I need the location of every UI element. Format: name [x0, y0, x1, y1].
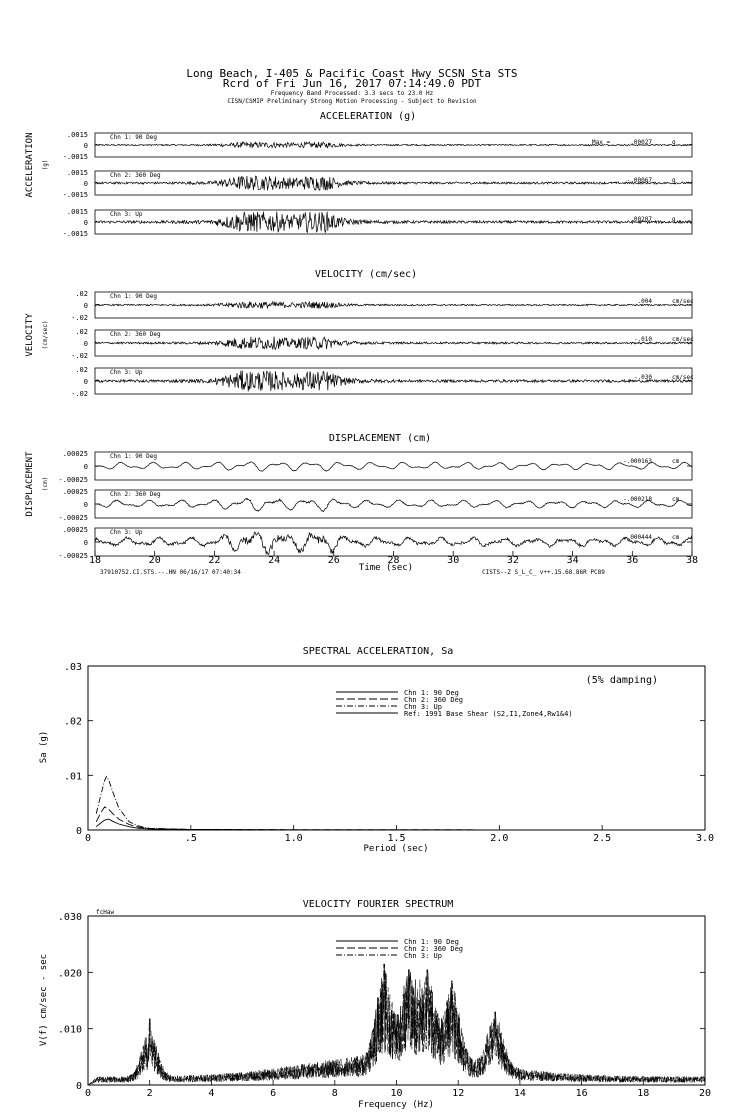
fourier-spectrum-chart [39, 899, 711, 1110]
x-tick-label: 2 [146, 1088, 153, 1099]
sa-series-line [96, 807, 705, 830]
y-tick-label: 0 [83, 539, 88, 547]
y-tick-label: 0 [83, 219, 88, 227]
acceleration-title: ACCELERATION (g) [319, 111, 417, 122]
acceleration-panel [25, 111, 692, 238]
acceleration-traces [63, 131, 692, 238]
fs-corner-label: fcHaw [96, 909, 115, 916]
y-tick-label: .00025 [62, 450, 88, 458]
x-tick-label: 26 [327, 555, 340, 566]
y-tick-label: 0 [83, 501, 88, 509]
x-tick-label: 22 [208, 555, 221, 566]
velocity-panel [25, 269, 694, 398]
x-tick-label: 14 [513, 1088, 526, 1099]
fs-series [88, 964, 705, 1085]
velocity-title: VELOCITY (cm/sec) [314, 269, 418, 280]
max-value: -.000163 [623, 458, 652, 465]
y-tick-label: -.02 [71, 352, 88, 360]
displacement-yunit: (cm) [42, 476, 49, 492]
y-tick-label: 0 [75, 1081, 82, 1092]
max-value: .00027 [630, 139, 652, 146]
y-tick-label: .0015 [66, 169, 88, 177]
y-tick-label: -.00025 [58, 476, 88, 484]
max-value: -.000218 [623, 496, 652, 503]
y-tick-label: .0015 [66, 208, 88, 216]
x-tick-label: 0 [84, 833, 92, 844]
y-tick-label: 0 [83, 180, 88, 188]
x-tick-label: 8 [331, 1088, 338, 1099]
y-tick-label: 0 [83, 142, 88, 150]
trace-line [95, 302, 692, 309]
y-tick-label: .02 [75, 366, 88, 374]
velocity-traces [71, 290, 694, 398]
sa-xlabel: Period (sec) [363, 844, 429, 854]
y-tick-label: .03 [63, 662, 82, 673]
trace-line [95, 498, 692, 511]
y-tick-label: .01 [63, 771, 82, 783]
y-tick-label: -.0015 [62, 230, 88, 238]
sa-ticks [64, 662, 714, 844]
x-tick-label: 18 [637, 1088, 650, 1099]
legend-label: Chn 2: 360 Deg [404, 696, 464, 704]
x-tick-label: 4 [208, 1088, 215, 1099]
sa-ylabel: Sa (g) [39, 730, 49, 764]
x-tick-label: 1.0 [284, 833, 303, 844]
sa-frame [88, 666, 705, 830]
channel-label: Chn 1: 90 Deg [110, 134, 157, 141]
y-tick-label: -.0015 [62, 153, 88, 161]
x-tick-label: 2.5 [593, 833, 612, 844]
y-tick-label: .0015 [66, 131, 88, 139]
fs-series-line [88, 964, 705, 1085]
x-tick-label: 34 [566, 555, 579, 566]
y-tick-label: -.02 [71, 314, 88, 322]
y-tick-label: .020 [57, 968, 82, 980]
sa-series [96, 776, 705, 830]
y-tick-label: 0 [83, 340, 88, 348]
y-tick-label: .030 [57, 912, 82, 923]
header-line3: Frequency Band Processed: 3.3 secs to 23.0 Hz [270, 90, 434, 97]
legend-label: Chn 1: 90 Deg [404, 689, 459, 697]
y-tick-label: 0 [75, 826, 82, 837]
legend-label: Chn 1: 90 Deg [404, 938, 459, 946]
sa-series-line [96, 776, 705, 830]
legend-label: Chn 3: Up [404, 952, 442, 960]
trace-line [95, 371, 692, 392]
max-unit: cm [672, 534, 680, 541]
header-line4: CISN/CSMIP Preliminary Strong Motion Processing - Subject to Revision [227, 98, 477, 105]
x-tick-label: 20 [148, 555, 161, 566]
x-tick-label: 36 [626, 555, 639, 566]
displacement-panel [25, 433, 698, 576]
x-tick-label: 20 [698, 1088, 712, 1099]
trace-line [95, 212, 692, 233]
channel-label: Chn 1: 90 Deg [110, 453, 157, 460]
max-unit: cm/sec [672, 374, 694, 381]
fs-legend [336, 938, 463, 960]
x-tick-label: 2.0 [490, 833, 509, 844]
sa-legend [336, 689, 573, 718]
y-tick-label: 0 [83, 378, 88, 386]
max-unit: cm/sec [672, 336, 694, 343]
y-tick-label: 0 [83, 463, 88, 471]
channel-label: Chn 3: Up [110, 529, 143, 536]
x-tick-label: 32 [506, 555, 519, 566]
displacement-ylabel: DISPLACEMENT [25, 451, 35, 517]
sa-title: SPECTRAL ACCELERATION, Sa [302, 646, 454, 657]
legend-label: Chn 2: 360 Deg [404, 945, 464, 953]
max-value: .00207 [630, 216, 652, 223]
header-line1: Long Beach, I-405 & Pacific Coast Hwy SCSN Sta STS [186, 67, 518, 80]
y-tick-label: .00025 [62, 526, 88, 534]
channel-label: Chn 3: Up [110, 369, 143, 376]
x-tick-label: 38 [685, 555, 699, 566]
spectral-acceleration-chart [39, 646, 714, 854]
y-tick-label: -.0015 [62, 191, 88, 199]
acceleration-yunit: (g) [42, 159, 49, 171]
y-tick-label: -.00025 [58, 552, 88, 560]
channel-label: Chn 3: Up [110, 211, 143, 218]
trace-line [95, 337, 692, 350]
y-tick-label: -.00025 [58, 514, 88, 522]
x-tick-label: 3.0 [695, 833, 715, 844]
max-value: -.010 [633, 336, 652, 343]
y-tick-label: -.02 [71, 390, 88, 398]
x-tick-label: 10 [390, 1088, 403, 1099]
acceleration-ylabel: ACCELERATION [25, 132, 35, 198]
x-tick-label: 0 [84, 1088, 92, 1099]
velocity-yunit: (cm/sec) [42, 320, 49, 350]
channel-label: Chn 2: 360 Deg [110, 491, 161, 498]
x-tick-label: .5 [184, 833, 197, 844]
legend-label: Ref: 1991 Base Shear (S2,I1,Zone4,Rw1&4) [404, 710, 573, 718]
channel-label: Chn 2: 360 Deg [110, 172, 161, 179]
x-tick-label: 12 [452, 1088, 465, 1099]
legend-label: Chn 3: Up [404, 703, 442, 711]
trace-line [95, 176, 692, 190]
footer-left: 37910752.CI.STS.--.HN 06/16/17 07:40:34 [100, 569, 241, 576]
sa-series-line [96, 819, 705, 830]
max-unit: cm/sec [672, 298, 694, 305]
time-xlabel: Time (sec) [358, 563, 414, 573]
fs-xlabel: Frequency (Hz) [358, 1100, 434, 1110]
fs-ylabel: V(f) cm/sec - sec [39, 953, 49, 1047]
y-tick-label: .02 [75, 290, 88, 298]
max-unit: g [672, 139, 676, 146]
x-tick-label: 18 [88, 555, 102, 566]
channel-label: Chn 2: 360 Deg [110, 331, 161, 338]
y-tick-label: 0 [83, 302, 88, 310]
max-value: -.00067 [626, 177, 652, 184]
x-tick-label: 1.5 [387, 833, 406, 844]
y-tick-label: .02 [63, 716, 82, 728]
max-unit: g [672, 177, 676, 184]
y-tick-label: .02 [75, 328, 88, 336]
trace-line [95, 462, 692, 472]
max-unit: g [672, 216, 676, 223]
displacement-title: DISPLACEMENT (cm) [328, 433, 432, 444]
max-value: -.030 [633, 374, 652, 381]
max-unit: cm [672, 496, 680, 503]
displacement-traces [58, 450, 692, 560]
x-tick-label: 16 [575, 1088, 588, 1099]
x-tick-label: 28 [387, 555, 400, 566]
x-tick-label: 24 [268, 555, 281, 566]
y-tick-label: .010 [57, 1024, 82, 1036]
channel-label: Chn 1: 90 Deg [110, 293, 157, 300]
y-tick-label: .00025 [62, 488, 88, 496]
max-value: -.000444 [623, 534, 652, 541]
x-tick-label: 30 [447, 555, 460, 566]
max-unit: cm [672, 458, 680, 465]
header-line2: Rcrd of Fri Jun 16, 2017 07:14:49.0 PDT [222, 77, 482, 90]
velocity-ylabel: VELOCITY [25, 313, 35, 357]
sa-damping-note: (5% damping) [585, 675, 658, 686]
footer-right: CISTS--Z S_L_C_ v++.15.68.86R PC89 [482, 569, 605, 576]
max-label: Max = [592, 139, 611, 146]
max-value: .004 [637, 298, 652, 305]
fs-title: VELOCITY FOURIER SPECTRUM [302, 899, 454, 910]
x-tick-label: 6 [270, 1088, 277, 1099]
